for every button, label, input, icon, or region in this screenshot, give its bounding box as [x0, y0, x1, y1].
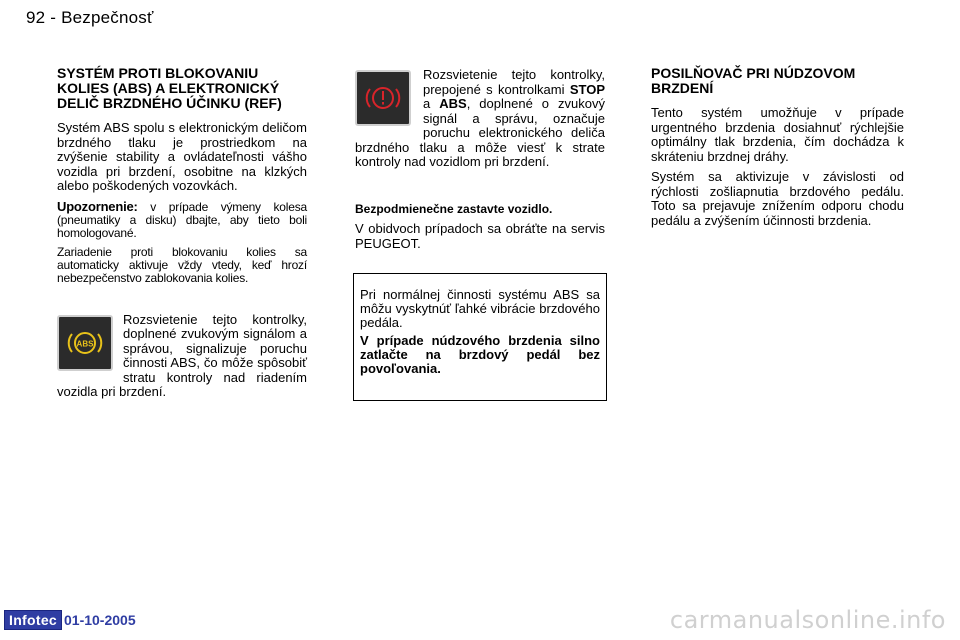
note-normal: Pri normálnej činnosti systému ABS sa môžu vyskytnúť ľahké vibrácie brzdového pedála. — [360, 287, 600, 330]
watermark: carmanualsonline.info — [669, 606, 946, 634]
footer-date: 01-10-2005 — [64, 612, 136, 628]
page-number: 92 — [26, 8, 46, 27]
footer — [4, 610, 136, 630]
ref-lamp-text-1: Rozsvietenie tejto kontrolky, prepojené s kontrolkami — [423, 67, 605, 97]
page-header — [26, 8, 154, 28]
service-instruction: V obidvoch prípadoch sa obráťte na servis PEUGEOT. — [355, 221, 605, 251]
booster-paragraph-2: Systém sa aktivizuje v závislosti od rýchlosti zošliapnutia brzdového pedálu. Toto sa prejavuje znížením odporu chodu pedálu a zvýšením účinnosti brzdenia. — [651, 169, 904, 228]
infotec-logo: Infotec — [4, 610, 62, 630]
column-abs — [57, 66, 307, 406]
and-text: a — [423, 96, 440, 111]
abs-heading: SYSTÉM PROTI BLOKOVANIU KOLIES (ABS) A ELEKTRONICKÝ DELIČ BRZDNÉHO ÚČINKU (REF) — [57, 65, 282, 111]
ref-lamp-paragraph — [355, 68, 605, 170]
abs-lamp-paragraph — [57, 313, 307, 400]
header-separator: - — [50, 8, 57, 27]
note-box — [353, 273, 607, 401]
ref-lamp-text-2: , doplnené o zvukový signál a správu, označuje poruchu elektronického deliča brzdného tlaku a môže viesť k strate kontroly nad vozidlom pri brzdení. — [355, 96, 605, 169]
abs-warning — [57, 200, 307, 240]
abs-icon-label: ABS — [76, 339, 94, 348]
abs-paragraph-3: Zariadenie proti blokovaniu kolies sa automaticky aktivuje vždy vtedy, keď hrozí nebezpečenstvo zablokovania kolies. — [57, 244, 307, 285]
note-emergency: V prípade núdzového brzdenia silno zatlačte na brzdový pedál bez povoľovania. — [360, 333, 600, 376]
column-booster — [651, 66, 904, 234]
stop-label: STOP — [569, 81, 605, 97]
booster-paragraph-1: Tento systém umožňuje v prípade urgentného brzdenia dosiahnuť rýchlejšie optimálny tlak brzdenia, čím dochádza k skráteniu brzdnej dráhy. — [651, 105, 904, 164]
booster-heading: POSILŇOVAČ PRI NÚDZOVOM BRZDENÍ — [651, 65, 856, 96]
warning-label: Upozornenie: — [57, 198, 138, 214]
abs-paragraph-1: Systém ABS spolu s elektronickým deličom brzdného tlaku je prostriedkom na zvýšenie stability a ovládateľnosti vášho vozidla pri brzdení, osobitne na klzkých alebo poškodených vozovkách. — [57, 120, 307, 193]
abs-label: ABS — [439, 96, 467, 111]
column-ref — [355, 68, 605, 257]
warning-text: v prípade výmeny kolesa (pneumatiky a disku) dbajte, aby tieto boli homologované. — [57, 199, 307, 240]
abs-lamp-text: Rozsvietenie tejto kontrolky, doplnené zvukovým signálom a správou, signalizuje poruchu činnosti ABS, čo môže spôsobiť stratu kontroly nad riadením vozidla pri brzdení. — [57, 311, 307, 399]
stop-instruction: Bezpodmienečne zastavte vozidlo. — [355, 201, 553, 216]
abs-warning-lamp-icon — [57, 315, 113, 371]
section-title: Bezpečnosť — [61, 8, 154, 27]
brake-warning-lamp-icon — [355, 70, 411, 126]
